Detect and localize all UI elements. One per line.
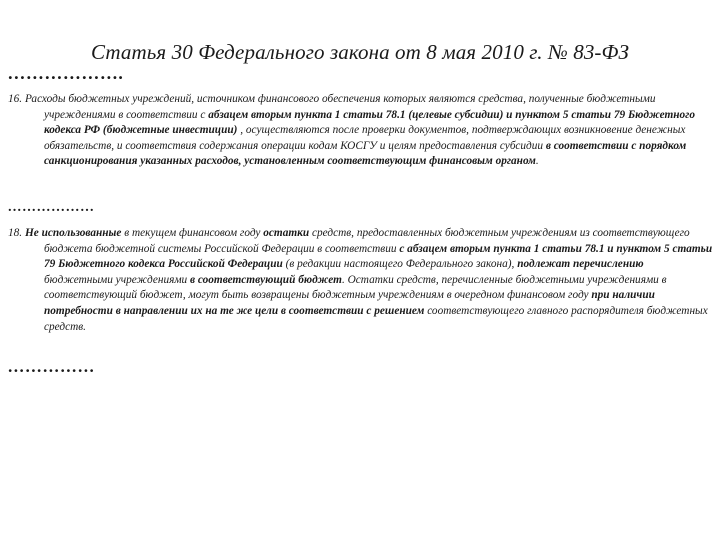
body-text: (в редакции настоящего Федерального закона),	[282, 258, 518, 271]
emphasized-text: подлежат перечислению	[517, 258, 644, 271]
body-text: средств, предоставленных бюджетным учреждениям из соответствующего бюджета бюджетной системы Российской Федерации в соответствии	[44, 227, 690, 255]
body-text: . Остатки средств, перечисленные бюджетными учреждениями в соответствующий бюджет, могут быть возвращены бюджетным учреждениям в очередном финансовом году	[44, 273, 667, 302]
paragraph-16	[8, 92, 714, 170]
emphasized-text: Не использованные	[24, 227, 122, 239]
emphasized-text: в соответствующий бюджет	[190, 273, 342, 286]
page-title: Статья 30 Федерального закона от 8 мая 2010 г. № 83-ФЗ	[90, 40, 630, 64]
body-text: , осуществляются после проверки документов, подтверждающих возникновение денежных обязательств, и соответствия содержания операции кодам КОСГУ и целям предоставления субсидии	[44, 124, 686, 152]
body-text: соответствующего главного распорядителя бюджетных средств.	[44, 304, 708, 333]
emphasized-text: остатки	[263, 227, 310, 239]
body-text: 16. Расходы бюджетных учреждений, источником финансового обеспечения которых являются средства, полученные бюджетными учреждениями в соответствии с	[8, 93, 656, 121]
emphasized-text: в соответствии с порядком санкционирования указанных расходов, установленным соответствующим финансовым органом	[44, 139, 687, 168]
ellipsis-middle: ………………	[8, 200, 95, 215]
emphasized-text: с абзацем вторым пункта 1 статьи 78.1 и пунктом 5 статьи 79 Бюджетного кодекса Российской Федерации	[44, 242, 713, 271]
emphasized-text: при наличии потребности в направлении их на те же цели в соответствии с решением	[44, 289, 655, 317]
body-text: .	[535, 155, 539, 168]
paragraph-18	[8, 226, 714, 335]
body-text: 18.	[8, 227, 25, 239]
ellipsis-top: ……………….	[8, 63, 124, 83]
ellipsis-bottom: ……………	[8, 357, 96, 376]
body-text: в текущем финансовом году	[121, 227, 264, 239]
body-text: бюджетными учреждениями	[44, 273, 191, 286]
emphasized-text: абзацем вторым пункта 1 статьи 78.1 (целевые субсидии) и пунктом 5 статьи 79 Бюджетного кодекса РФ (бюджетные инвестиции)	[44, 108, 695, 137]
